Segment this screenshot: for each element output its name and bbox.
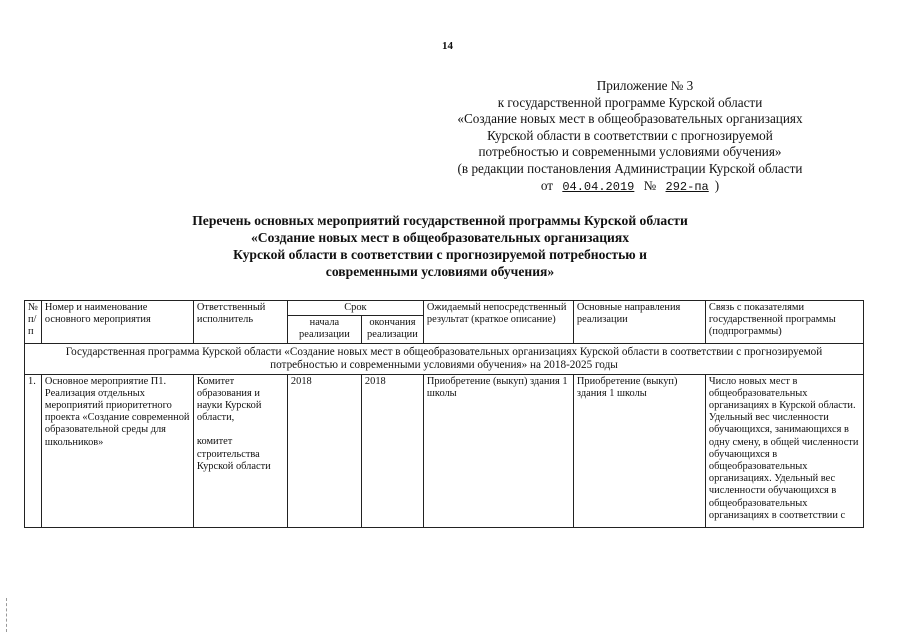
document-title (150, 212, 730, 280)
row-end: 2018 (361, 374, 423, 527)
number-value: 292-па (665, 179, 709, 194)
title-line: Курской области в соответствии с прогнозируемой потребностью и (233, 247, 647, 262)
row-executor-2: комитет строительства Курской области (196, 436, 271, 472)
scan-edge-mark (6, 598, 9, 632)
header-term-start: начала реализации (287, 316, 361, 343)
header-link: Связь с показателями государственной программы (подпрограммы) (705, 301, 863, 344)
number-prefix: № (643, 177, 657, 193)
header-term: Срок (287, 301, 423, 316)
title-line: «Создание новых мест в общеобразовательных организациях (250, 230, 630, 245)
date-value: 04.04.2019 (562, 179, 635, 194)
header-name: Номер и наименование основного мероприятия (41, 301, 193, 344)
appendix-line: Приложение № 3 (596, 78, 694, 93)
appendix-line: потребностью и современными условиями обучения» (478, 144, 782, 160)
closing-paren: ) (714, 177, 720, 193)
row-result: Приобретение (выкуп) здания 1 школы (423, 374, 573, 527)
appendix-header (420, 78, 840, 195)
appendix-line: (в редакции постановления Администрации Курской области (457, 160, 803, 176)
table-row (25, 374, 864, 527)
appendix-line: «Создание новых мест в общеобразовательных организациях (457, 111, 803, 127)
program-row (25, 343, 864, 374)
row-executor (193, 374, 287, 527)
row-link: Число новых мест в общеобразовательных организациях в Курской области. Удельный вес численности обучающихся, занимающихся в одну смену, в общей численности обучающихся в общеобразовательных организациях. Удельный вес численности обучающихся в общеобразовательных организациях в соответствии с (705, 374, 863, 527)
row-num: 1. (25, 374, 42, 527)
header-num: № п/п (25, 301, 42, 344)
date-prefix: от (540, 177, 554, 193)
row-executor-1: Комитет образования и науки Курской области, (196, 375, 262, 424)
page-number: 14 (442, 40, 453, 52)
row-start: 2018 (287, 374, 361, 527)
header-executor: Ответственный исполнитель (193, 301, 287, 344)
title-line: современными условиями обучения» (325, 264, 555, 279)
header-term-end: окончания реализации (361, 316, 423, 343)
measures-table (24, 300, 864, 528)
row-name: Основное мероприятие П1. Реализация отдельных мероприятий приоритетного проекта «Создание современной образовательной среды для школьников» (41, 374, 193, 527)
program-title: Государственная программа Курской области «Создание новых мест в общеобразовательных организациях Курской области в соответствии с прогнозируемой потребностью и современными условиями обучения» на 2018-2025 годы (25, 343, 864, 374)
appendix-line: к государственной программе Курской области (497, 94, 763, 110)
row-directions: Приобретение (выкуп) здания 1 школы (573, 374, 705, 527)
appendix-date-line (420, 178, 840, 196)
header-row (25, 301, 864, 316)
appendix-line: Курской области в соответствии с прогнозируемой (487, 127, 773, 143)
header-result: Ожидаемый непосредственный результат (краткое описание) (423, 301, 573, 344)
title-line: Перечень основных мероприятий государственной программы Курской области (192, 213, 688, 228)
header-directions: Основные направления реализации (573, 301, 705, 344)
